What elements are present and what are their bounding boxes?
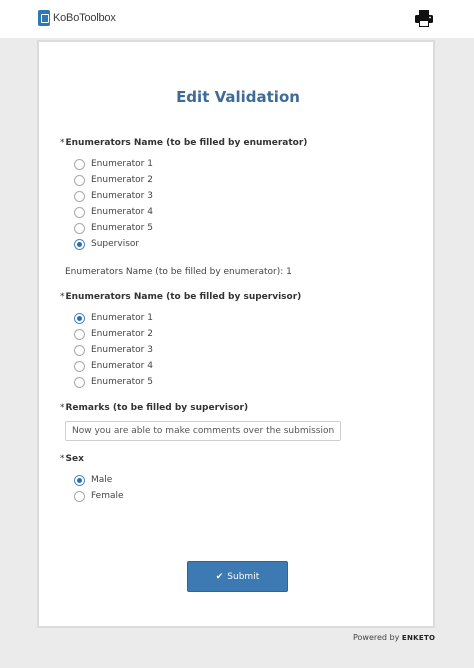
print-button[interactable]	[415, 10, 433, 27]
radio-option[interactable]	[74, 311, 153, 325]
radio-label: Male	[91, 475, 113, 485]
radio-label: Enumerator 3	[91, 191, 153, 201]
radio-button[interactable]	[74, 491, 85, 502]
submit-button[interactable]	[187, 561, 288, 592]
radio-option[interactable]	[74, 375, 153, 389]
printer-icon	[415, 10, 433, 27]
logo-text: KoBoToolbox	[53, 12, 116, 24]
radio-label: Enumerator 1	[91, 159, 153, 169]
radio-label: Enumerator 5	[91, 223, 153, 233]
radio-button[interactable]	[74, 329, 85, 340]
form-card	[37, 40, 435, 628]
radio-button[interactable]	[74, 191, 85, 202]
question-label-supervisor-name	[60, 292, 301, 302]
form-title: Edit Validation	[176, 88, 300, 106]
calculated-note: Enumerators Name (to be filled by enumerator): 1	[65, 267, 292, 277]
radio-label: Enumerator 2	[91, 175, 153, 185]
radio-label: Enumerator 4	[91, 361, 153, 371]
radio-button[interactable]	[74, 361, 85, 372]
radio-button[interactable]	[74, 345, 85, 356]
radio-button[interactable]	[74, 377, 85, 388]
radio-option[interactable]	[74, 489, 124, 503]
question-label-sex	[60, 454, 84, 464]
question-label-enumerator-name	[60, 138, 307, 148]
radio-button-selected[interactable]	[74, 475, 85, 486]
radio-option[interactable]	[74, 157, 153, 171]
required-mark: *	[60, 292, 65, 302]
radio-button[interactable]	[74, 159, 85, 170]
radio-option[interactable]	[74, 473, 112, 487]
radio-option[interactable]	[74, 327, 153, 341]
radio-button-selected[interactable]	[74, 239, 85, 250]
top-bar	[0, 0, 474, 38]
radio-option[interactable]	[74, 343, 153, 357]
radio-button-selected[interactable]	[74, 313, 85, 324]
radio-option[interactable]	[74, 237, 139, 251]
radio-option[interactable]	[74, 205, 153, 219]
kobotoolbox-logo	[38, 10, 116, 26]
required-mark: *	[60, 454, 65, 464]
submit-label: Submit	[227, 571, 260, 582]
radio-label: Enumerator 5	[91, 377, 153, 387]
radio-button[interactable]	[74, 175, 85, 186]
radio-option[interactable]	[74, 189, 153, 203]
powered-by-footer	[353, 633, 435, 642]
question-text: Sex	[65, 454, 84, 464]
required-mark: *	[60, 138, 65, 148]
radio-option[interactable]	[74, 359, 153, 373]
question-text: Enumerators Name (to be filled by supervisor)	[65, 292, 302, 302]
radio-button[interactable]	[74, 207, 85, 218]
radio-label: Female	[91, 491, 124, 501]
question-text: Enumerators Name (to be filled by enumerator)	[65, 138, 308, 148]
radio-label: Enumerator 4	[91, 207, 153, 217]
radio-label: Enumerator 2	[91, 329, 153, 339]
question-text: Remarks (to be filled by supervisor)	[65, 403, 249, 413]
required-mark: *	[60, 403, 65, 413]
powered-by-text: Powered by	[353, 633, 400, 642]
kobo-logo-icon	[38, 10, 50, 26]
remarks-input[interactable]: Now you are able to make comments over the submission	[65, 421, 341, 441]
check-icon: ✔	[215, 571, 224, 582]
radio-label: Enumerator 1	[91, 313, 153, 323]
radio-label: Enumerator 3	[91, 345, 153, 355]
radio-button[interactable]	[74, 223, 85, 234]
enketo-logo[interactable]: ENKETO	[401, 634, 436, 642]
radio-option[interactable]	[74, 221, 153, 235]
radio-option[interactable]	[74, 173, 153, 187]
radio-label: Supervisor	[91, 239, 140, 249]
question-label-remarks	[60, 403, 248, 413]
